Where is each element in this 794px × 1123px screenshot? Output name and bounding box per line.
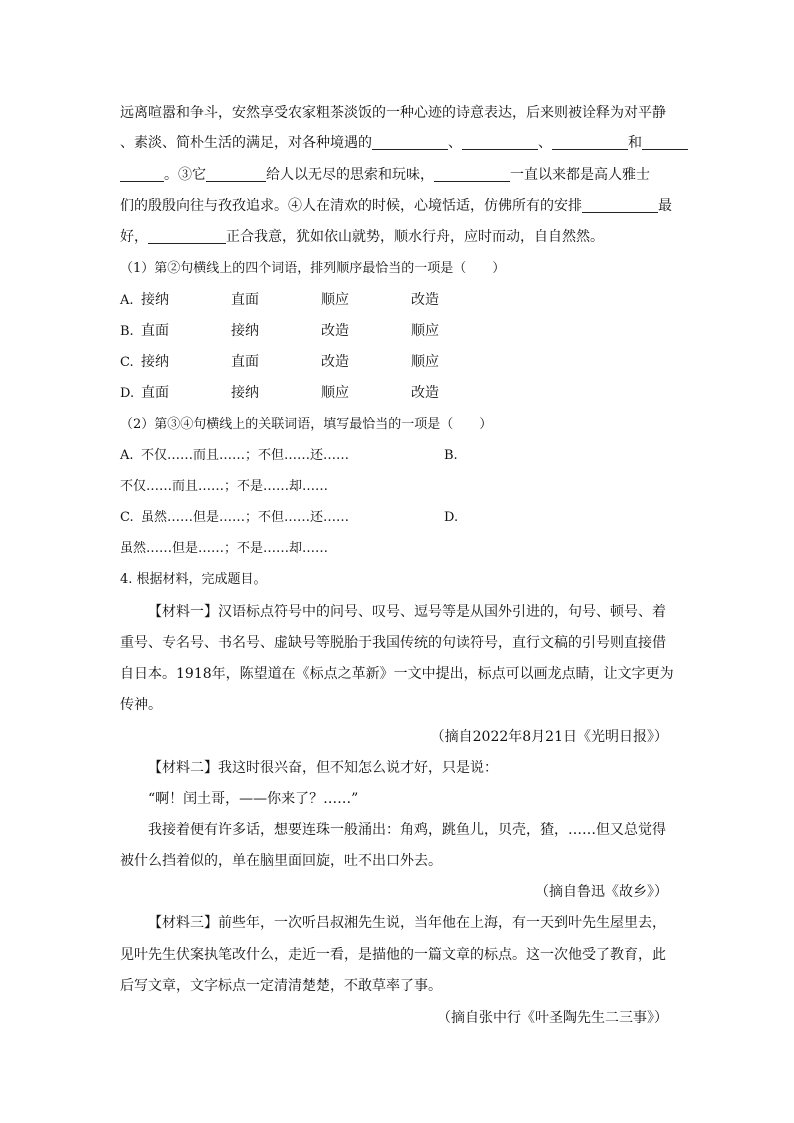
q1-option-c[interactable]: C. 接纳 直面 改造 顺应 [120, 354, 439, 370]
q4-title: 4. 根据材料，完成题目。 [120, 572, 267, 587]
fill-blank[interactable] [434, 167, 510, 182]
q2-option-b-label[interactable]: B. [444, 448, 458, 463]
q1-option-d[interactable]: D. 直面 接纳 顺应 改造 [120, 385, 439, 401]
material-1-line-2: 重号、专名号、书名号、虚缺号等脱胎于我国传统的句读符号，直行文稿的引号则直接借 [120, 635, 666, 651]
material-3-source: （摘自张中行《叶圣陶先生二三事》） [437, 1010, 668, 1026]
material-1-source: （摘自2022年8月21日《光明日报》） [430, 729, 668, 745]
passage-line-3: 。③它 给人以无尽的思索和玩味， 一直以来都是高人雅士 [120, 166, 650, 184]
fill-blank[interactable] [462, 135, 538, 150]
material-3-line-2: 见叶先生伏案执笔改什么，走近一看，是描他的一篇文章的标点。这一次他受了教育，此 [120, 947, 666, 963]
passage-line-1: 远离喧嚣和争斗，安然享受农家粗茶淡饭的一种心迹的诗意表达，后来则被诠释为对平静 [120, 105, 666, 121]
passage-line-2: 、素淡、简朴生活的满足，对各种境遇的 、 、 和 [120, 134, 688, 152]
q1-option-b[interactable]: B. 直面 接纳 改造 顺应 [120, 323, 439, 339]
q2-stem: （2）第③④句横线上的关联词语，填写最恰当的一项是（ ） [120, 417, 493, 432]
q1-stem: （1）第②句横线上的四个词语，排列顺序最恰当的一项是（ ） [120, 261, 506, 276]
fill-blank[interactable] [148, 229, 226, 244]
q2-option-d-label[interactable]: D. [444, 510, 459, 525]
passage-line-5: 好， 正合我意，犹如依山就势，顺水行舟，应时而动，自自然然。 [120, 229, 604, 245]
material-2-source: （摘自鲁迅《故乡》） [535, 884, 668, 900]
q2-option-a[interactable]: A. 不仅……而且……；不但……还…… [120, 448, 350, 463]
q2-option-d-text[interactable]: 虽然……但是……；不是……却…… [120, 541, 329, 556]
material-3-line-3: 后写文章，文字标点一定清清楚楚，不敢草率了事。 [120, 978, 442, 994]
material-2-line-3: 我接着便有许多话，想要连珠一般涌出：角鸡，跳鱼儿，贝壳，猹，……但又总觉得 [148, 822, 666, 838]
fill-blank[interactable] [552, 135, 628, 150]
passage-line-4: 们的殷殷向往与孜孜追求。④人在清欢的时候，心境恬适，仿佛所有的安排 最 [120, 198, 672, 214]
fill-blank[interactable] [206, 167, 266, 182]
q1-option-a[interactable]: A. 接纳 直面 顺应 改造 [120, 292, 439, 308]
material-3-line-1: 【材料三】前些年，一次听吕叔湘先生说，当年他在上海，有一天到叶先生屋里去， [148, 915, 666, 931]
material-1-line-1: 【材料一】汉语标点符号中的问号、叹号、逗号等是从国外引进的，句号、顿号、着 [148, 604, 666, 620]
fill-blank[interactable] [642, 135, 688, 150]
material-1-line-3: 自日本。1918年，陈望道在《标点之革新》一文中提出，标点可以画龙点睛，让文字更为 [120, 666, 674, 682]
material-2-line-1: 【材料二】我这时很兴奋，但不知怎么说才好，只是说： [148, 760, 498, 776]
fill-blank[interactable] [120, 167, 164, 182]
fill-blank[interactable] [372, 135, 448, 150]
fill-blank[interactable] [582, 198, 658, 213]
material-1-line-4: 传神。 [120, 697, 162, 713]
q2-option-c[interactable]: C. 虽然……但是……；不但……还…… [120, 510, 350, 525]
q2-option-b-text[interactable]: 不仅……而且……；不是……却…… [120, 479, 329, 494]
material-2-line-4: 被什么挡着似的，单在脑里面回旋，吐不出口外去。 [120, 853, 442, 869]
material-2-line-2: “啊！闰土哥，——你来了？……” [148, 791, 359, 807]
